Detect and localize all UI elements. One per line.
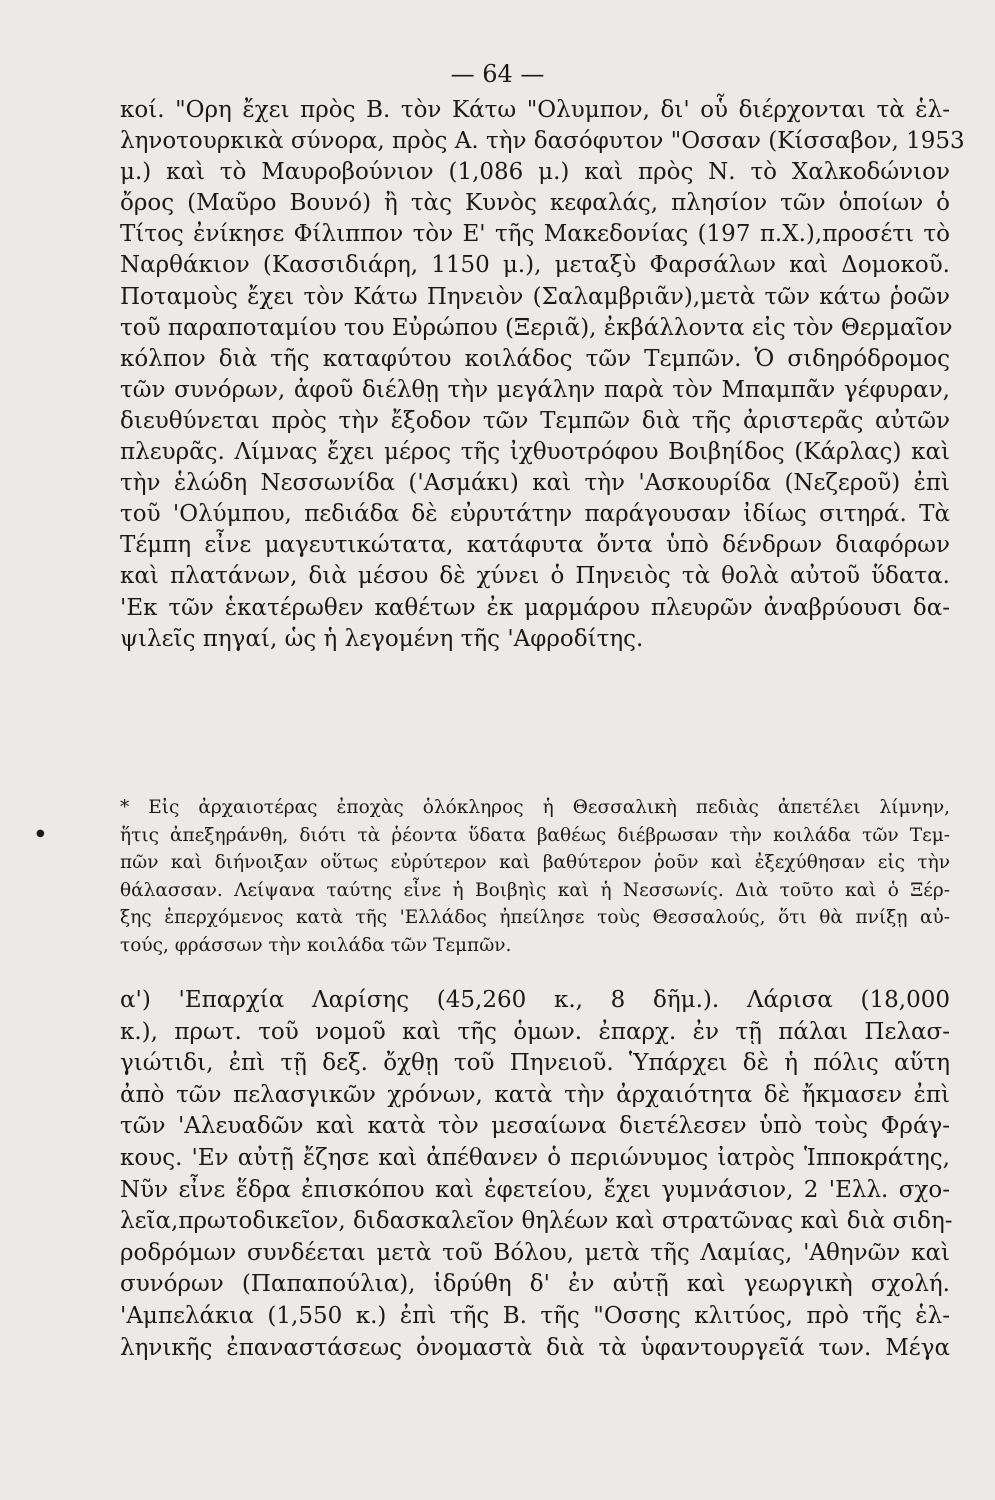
text-line: κόλπον διὰ τῆς καταφύτου κοιλάδος τῶν Τεμπῶν. Ὁ σιδηρόδρομος: [120, 345, 950, 372]
footnote-line: θάλασσαν. Λείψανα ταύτης εἶνε ἡ Βοιβηὶς καὶ ἡ Νεσσωνίς. Διὰ τοῦτο καὶ ὁ Ξέρ-: [120, 879, 950, 901]
text-line: κ.), πρωτ. τοῦ νομοῦ καὶ τῆς ὁμων. ἐπαρχ. ἐν τῇ πάλαι Πελασ-: [120, 1018, 950, 1045]
text-line: τῶν συνόρων, ἀφοῦ διέλθῃ τὴν μεγάλην παρὰ τὸν Μπαμπᾶν γέφυραν,: [120, 376, 950, 403]
text-line: μ.) καὶ τὸ Μαυροβούνιον (1,086 μ.) καὶ πρὸς Ν. τὸ Χαλκοδώνιον: [120, 159, 950, 186]
text-line: Νῦν εἶνε ἕδρα ἐπισκόπου καὶ ἐφετείου, ἔχει γυμνάσιον, 2 'Ελλ. σχο-: [120, 1176, 950, 1203]
text-line: α') 'Επαρχία Λαρίσης (45,260 κ., 8 δῆμ.). Λάρισα (18,000: [120, 987, 950, 1013]
text-line: λεῖα,πρωτοδικεῖον, διδασκαλεῖον θηλέων καὶ στρατῶνας καὶ διὰ σιδη-: [120, 1208, 953, 1235]
text-line: ληνοτουρκικὰ σύνορα, πρὸς Α. τὴν δασόφυτον "Οσσαν (Κίσσαβον, 1953: [120, 128, 965, 155]
main-text: [120, 95, 965, 655]
text-line: ληνικῆς ἐπαναστάσεως ὀνομαστὰ διὰ τὰ ὑφαντουργεῖά των. Μέγα: [120, 1334, 950, 1361]
text-line: Τίτος ἐνίκησε Φίλιππον τὸν Ε' τῆς Μακεδονίας (197 π.Χ.),προσέτι τὸ: [120, 221, 950, 248]
text-line: ὄρος (Μαῦρο Βουνό) ἢ τὰς Κυνὸς κεφαλάς, πλησίον τῶν ὁποίων ὁ: [120, 190, 950, 217]
text-line: κους. 'Εν αὐτῇ ἔζησε καὶ ἀπέθανεν ὁ περιώνυμος ἰατρὸς Ἱπποκράτης,: [120, 1144, 950, 1171]
text-line: Ναρθάκιον (Κασσιδιάρη, 1150 μ.), μεταξὺ Φαρσάλων καὶ Δομοκοῦ.: [120, 252, 950, 279]
footnote-line: τούς, φράσσων τὴν κοιλάδα τῶν Τεμπῶν.: [120, 934, 512, 956]
text-line: Τέμπη εἶνε μαγευτικώτατα, κατάφυτα ὄντα ὑπὸ δένδρων διαφόρων: [120, 532, 950, 559]
page-number: — 64 —: [450, 60, 545, 88]
text-line: διευθύνεται πρὸς τὴν ἔξοδον τῶν Τεμπῶν διὰ τῆς ἀριστερᾶς αὐτῶν: [120, 407, 950, 434]
text-line: ροδρόμων συνδέεται μετὰ τοῦ Βόλου, μετὰ τῆς Λαμίας, 'Αθηνῶν καὶ: [120, 1239, 950, 1266]
text-line: γιώτιδι, ἐπὶ τῇ δεξ. ὄχθῃ τοῦ Πηνειοῦ. Ὑπάρχει δὲ ἡ πόλις αὕτη: [120, 1050, 950, 1077]
footnote: [120, 794, 950, 959]
second-text: [120, 985, 953, 1364]
text-line: τῶν 'Αλευαδῶν καὶ κατὰ τὸν μεσαίωνα διετέλεσεν ὑπὸ τοὺς Φράγ-: [120, 1113, 950, 1140]
text-line: καὶ πλατάνων, διὰ μέσου δὲ χύνει ὁ Πηνειὸς τὰ θολὰ αὐτοῦ ὕδατα.: [120, 563, 950, 590]
footnote-line: ξης ἐπερχόμενος κατὰ τῆς 'Ελλάδος ἠπείλησε τοὺς Θεσσαλούς, ὅτι θὰ πνίξῃ αὐ-: [120, 907, 950, 928]
bullet-mark-icon: ●: [36, 828, 45, 839]
text-line: Ποταμοὺς ἔχει τὸν Κάτω Πηνειὸν (Σαλαμβριᾶν),μετὰ τῶν κάτω ῥοῶν: [120, 283, 950, 310]
text-line: κοί. "Ορη ἔχει πρὸς Β. τὸν Κάτω "Ολυμπον, δι' οὗ διέρχονται τὰ ἑλ-: [120, 97, 950, 123]
text-line: τοῦ 'Ολύμπου, πεδιάδα δὲ εὐρυτάτην παράγουσαν ἰδίως σιτηρά. Τὰ: [120, 501, 950, 528]
text-line: ψιλεῖς πηγαί, ὡς ἡ λεγομένη τῆς 'Αφροδίτης.: [120, 625, 644, 652]
text-line: 'Αμπελάκια (1,550 κ.) ἐπὶ τῆς Β. τῆς "Οσσης κλιτύος, πρὸ τῆς ἑλ-: [120, 1302, 950, 1329]
text-line: πλευρᾶς. Λίμνας ἔχει μέρος τῆς ἰχθυοτρόφου Βοιβηίδος (Κάρλας) καὶ: [120, 439, 950, 466]
text-line: ἀπὸ τῶν πελασγικῶν χρόνων, κατὰ τὴν ἀρχαιότητα δὲ ἤκμασεν ἐπὶ: [120, 1081, 950, 1108]
footnote-line: ἥτις ἀπεξηράνθη, διότι τὰ ῥέοντα ὕδατα βαθέως διέβρωσαν τὴν κοιλάδα τῶν Τεμ-: [120, 824, 950, 846]
text-line: συνόρων (Παπαπούλια), ἱδρύθη δ' ἐν αὐτῇ καὶ γεωργικὴ σχολή.: [120, 1271, 950, 1298]
text-line: 'Εκ τῶν ἑκατέρωθεν καθέτων ἐκ μαρμάρου πλευρῶν ἀναβρύουσι δα-: [120, 594, 950, 621]
text-line: τοῦ παραποταμίου του Εὐρώπου (Ξεριᾶ), ἐκβάλλοντα εἰς τὸν Θερμαῖον: [120, 314, 953, 341]
text-line: τὴν ἑλώδη Νεσσωνίδα ('Ασμάκι) καὶ τὴν 'Ασκουρίδα (Νεζεροῦ) ἐπὶ: [120, 470, 950, 497]
footnote-line: πῶν καὶ διήνοιξαν οὕτως εὐρύτερον καὶ βαθύτερον ῥοῦν καὶ ἐξεχύθησαν εἰς τὴν: [120, 852, 950, 873]
footnote-line: * Εἰς ἀρχαιοτέρας ἐποχὰς ὁλόκληρος ἡ Θεσσαλικὴ πεδιὰς ἀπετέλει λίμνην,: [120, 797, 950, 818]
